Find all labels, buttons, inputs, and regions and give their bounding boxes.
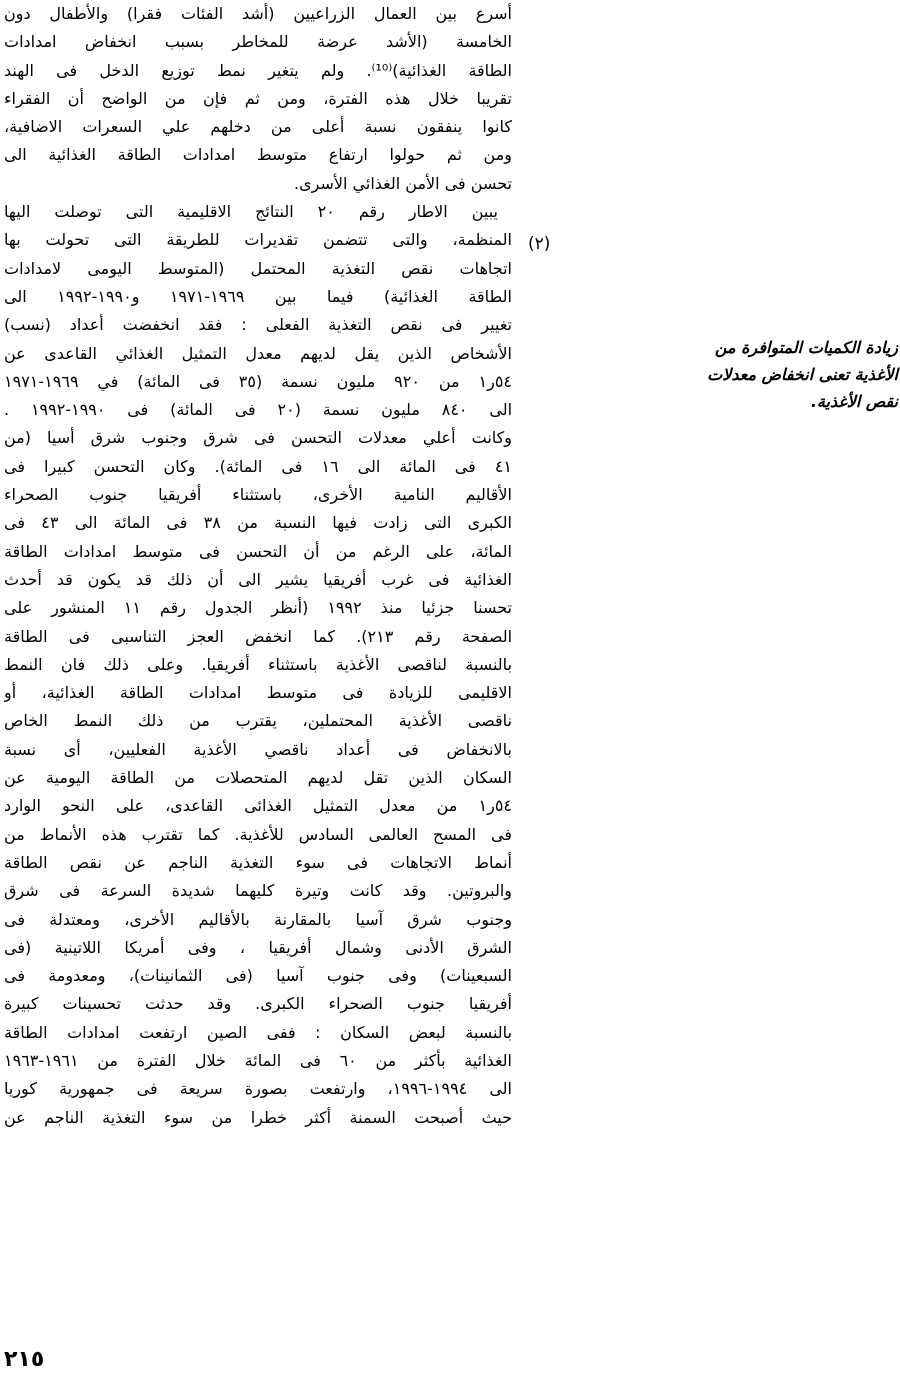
text-line: وكانت أعلي معدلات التحسن فى شرق وجنوب شرق أسيا (من xyxy=(4,428,512,448)
paragraph-1 xyxy=(4,0,512,198)
text-line: تحسنا جزئيا منذ ١٩٩٢ (أنظر الجدول رقم ١١ المنشور على xyxy=(4,598,512,618)
text-line: أسرع بين العمال الزراعيين (أشد الفئات فقرا) والأطفال دون xyxy=(4,4,512,23)
text-line: تقريبا خلال هذه الفترة، ومن ثم فإن من الواضح أن الفقراء xyxy=(4,88,512,108)
text-line: بالانخفاض فى أعداد ناقصي الأغذية الفعليين، أى نسبة xyxy=(4,739,512,759)
text-line: الغذائية فى غرب أفريقيا يشير الى أن ذلك قد يكون قد أحدث xyxy=(4,569,512,589)
text-line: ٥٤ر١ من ٩٢٠ مليون نسمة (٣٥ فى المائة) في ١٩٦٩-١٩٧١ xyxy=(4,371,512,391)
note-line: الأغذية تعنى انخفاض معدلات xyxy=(707,365,898,384)
text-line: الغذائية بأكثر من ٦٠ فى المائة خلال الفترة من ١٩٦١-١٩٦٣ xyxy=(4,1050,512,1070)
text-line: ٤١ فى المائة الى ١٦ فى المائة). وكان التحسن كبيرا فى xyxy=(4,456,512,476)
text-line: الأشخاص الذين يقل لديهم معدل التمثيل الغذائي القاعدى عن xyxy=(4,343,512,363)
text-line: وجنوب شرق آسيا بالمقارنة بالأقاليم الأخرى، ومعتدلة فى xyxy=(4,909,512,929)
text-line: الصفحة رقم ٢١٣). كما انخفض العجز التناسبى فى الطاقة xyxy=(4,626,512,646)
text-line: الشرق الأدنى وشمال أفريقيا ، وفى أمريكا اللاتينية (فى xyxy=(4,937,512,957)
text-line: ناقصى الأغذية المحتملين، يقترب من ذلك النمط الخاص xyxy=(4,711,512,731)
margin-note xyxy=(610,334,898,415)
text-line: الكبرى التى زادت فيها النسبة من ٣٨ فى المائة الى ٤٣ فى xyxy=(4,513,512,533)
text-line: تحسن فى الأمن الغذائي الأسرى. xyxy=(294,173,512,193)
text-line: والبروتين. وقد كانت وتيرة كليهما شديدة السرعة فى شرق xyxy=(4,881,512,901)
text-line: يبين الاطار رقم ٢٠ النتائج الاقليمية التى توصلت اليها xyxy=(4,202,498,222)
text-line: فى المسح العالمى السادس للأغذية. كما تقترب هذه الأنماط من xyxy=(4,824,512,844)
text-line: المائة، على الرغم من أن التحسن فى متوسط امدادات الطاقة xyxy=(4,541,512,561)
text-line: السبعينات) وفى جنوب آسيا (فى الثمانينات)، ومعدومة فى xyxy=(4,966,512,986)
page-number: ٢١٥ xyxy=(4,1347,45,1372)
text-line: السكان الذين تقل لديهم المتحصلات من الطاقة اليومية عن xyxy=(4,768,512,788)
text-line: أفريقيا جنوب الصحراء الكبرى. وقد حدثت تحسينات كبيرة xyxy=(4,994,512,1014)
note-line: نقص الأغذية. xyxy=(810,392,898,411)
text-line: حيث أصبحت السمنة أكثر خطرا من سوء التغذية الناجم عن xyxy=(4,1107,512,1127)
text-line: الطاقة الغذائية) فيما بين ١٩٦٩-١٩٧١ و١٩٩٠-١٩٩٢ الى xyxy=(4,286,512,306)
text-line: الاقليمى للزيادة فى متوسط امدادات الطاقة الغذائية، أو xyxy=(4,683,512,703)
text-line: الخامسة (الأشد عرضة للمخاطر بسبب انخفاض امدادات xyxy=(4,32,512,52)
text-line: كانوا ينفقون نسبة أعلى من دخلهم علي السعرات الاضافية، xyxy=(4,117,512,137)
text-line: الطاقة الغذائية)⁽¹⁰⁾. ولم يتغير نمط توزيع الدخل فى الهند xyxy=(4,60,512,80)
text-line: المنظمة، والتى تتضمن تقديرات للطريقة التى تحولت بها xyxy=(4,230,512,250)
note-line: زيادة الكميات المتوافرة من xyxy=(714,338,898,357)
body-text xyxy=(4,0,512,1132)
text-line: الأقاليم النامية الأخرى، باستثناء أفريقيا جنوب الصحراء xyxy=(4,485,512,505)
text-line: ومن ثم حولوا ارتفاع متوسط امدادات الطاقة الغذائية الى xyxy=(4,145,512,165)
text-line: الى ١٩٩٤-١٩٩٦، وارتفعت بصورة سريعة فى جمهورية كوريا xyxy=(4,1079,512,1099)
text-line: بالنسبة لبعض السكان : ففى الصين ارتفعت امدادات الطاقة xyxy=(4,1022,512,1042)
text-line: الى ٨٤٠ مليون نسمة (٢٠ فى المائة) فى ١٩٩٠-١٩٩٢ . xyxy=(4,400,512,420)
text-line: أنماط الاتجاهات فى سوء التغذية الناجم عن نقص الطاقة xyxy=(4,852,512,872)
text-line: اتجاهات نقص التغذية المحتمل (المتوسط اليومى لامدادات xyxy=(4,258,512,278)
text-line: تغيير فى نقص التغذية الفعلى : فقد انخفضت أعداد (نسب) xyxy=(4,315,512,335)
paragraph-2 xyxy=(4,198,512,1132)
paragraph-number: (٢) xyxy=(528,234,551,254)
text-line: ٥٤ر١ من معدل التمثيل الغذائى القاعدى، على النحو الوارد xyxy=(4,796,512,816)
text-line: بالنسبة لناقصى الأغذية باستثناء أفريقيا. وعلى ذلك فان النمط xyxy=(4,654,512,674)
